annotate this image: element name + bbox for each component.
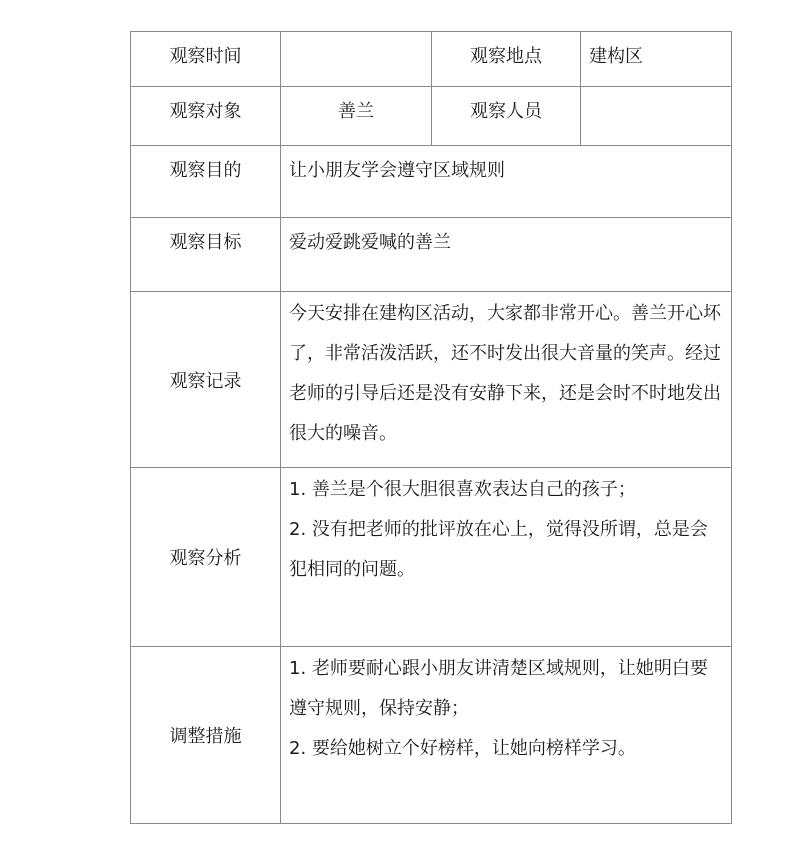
row-goal (131, 218, 732, 292)
measures-value (281, 647, 732, 824)
analysis-item-2: 2. 没有把老师的批评放在心上，觉得没所谓，总是会犯相同的问题。 (289, 519, 708, 580)
goal-value: 爱动爱跳爱喊的善兰 (281, 218, 732, 292)
observation-record-table (130, 31, 732, 824)
row-measures (131, 647, 732, 824)
place-value: 建构区 (581, 32, 732, 87)
place-label: 观察地点 (432, 32, 581, 87)
measures-label: 调整措施 (131, 647, 281, 824)
time-value (281, 32, 432, 87)
subject-label: 观察对象 (131, 87, 281, 146)
purpose-label: 观察目的 (131, 146, 281, 218)
time-label: 观察时间 (131, 32, 281, 87)
row-analysis (131, 468, 732, 647)
goal-label: 观察目标 (131, 218, 281, 292)
row-record (131, 292, 732, 468)
row-subject-observer (131, 87, 732, 146)
analysis-value (281, 468, 732, 647)
record-label: 观察记录 (131, 292, 281, 468)
analysis-item-1: 1. 善兰是个很大胆很喜欢表达自己的孩子； (289, 479, 636, 500)
record-value (281, 292, 732, 468)
row-time-place (131, 32, 732, 87)
measures-item-1: 1. 老师要耐心跟小朋友讲清楚区域规则，让她明白要遵守规则，保持安静； (289, 658, 708, 719)
subject-value: 善兰 (281, 87, 432, 146)
purpose-value: 让小朋友学会遵守区域规则 (281, 146, 732, 218)
analysis-label: 观察分析 (131, 468, 281, 647)
record-text: 今天安排在建构区活动，大家都非常开心。善兰开心坏了，非常活泼活跃，还不时发出很大音量的笑声。经过老师的引导后还是没有安静下来，还是会时不时地发出很大的噪音。 (289, 303, 721, 444)
observer-label: 观察人员 (432, 87, 581, 146)
observer-value (581, 87, 732, 146)
row-purpose (131, 146, 732, 218)
measures-item-2: 2. 要给她树立个好榜样，让她向榜样学习。 (289, 738, 636, 759)
